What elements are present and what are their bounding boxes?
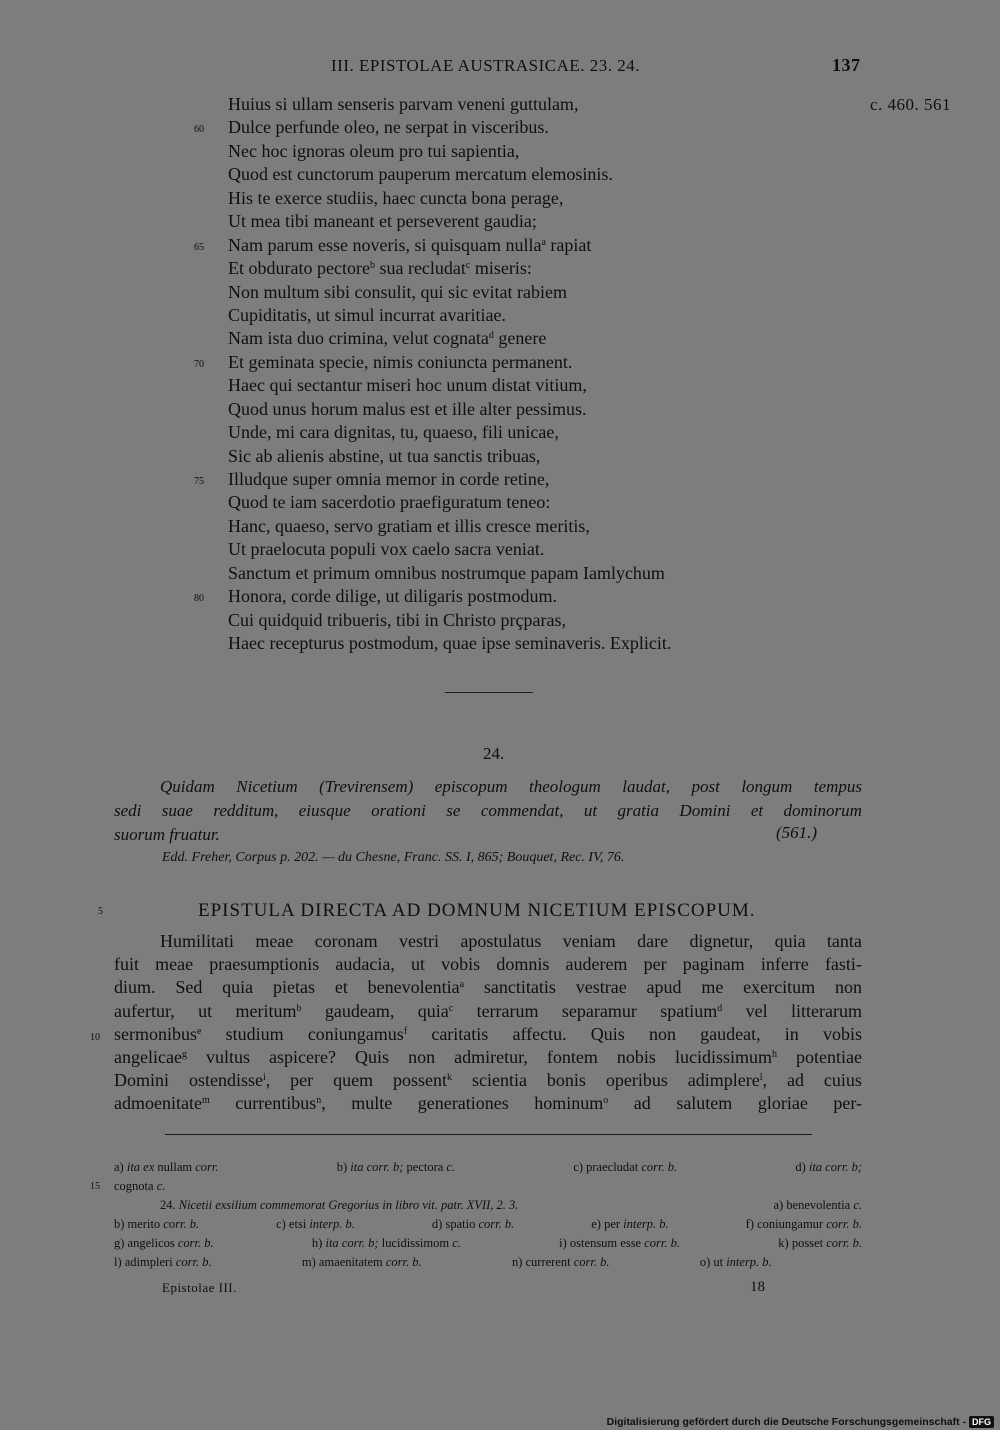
letter-number: 24. bbox=[483, 744, 505, 763]
editions-note: Edd. Freher, Corpus p. 202. — du Chesne, Franc. SS. I, 865; Bouquet, Rec. IV, 76. bbox=[162, 850, 625, 865]
collection-label: Epistolae III. bbox=[162, 1280, 237, 1295]
poem-line-text: His te exerce studiis, haec cuncta bona perage, bbox=[228, 187, 564, 208]
poem-line-text: Sic ab alienis abstine, ut tua sanctis tribuas, bbox=[228, 445, 541, 466]
poem-line bbox=[228, 445, 671, 468]
footnote-line: g) angelicos corr. b. h) ita corr. b; lucidissimom c. i) ostensum esse corr. b. k) posset corr. b. bbox=[114, 1236, 862, 1250]
dfg-logo-icon: DFG bbox=[969, 1416, 994, 1428]
poem-line bbox=[228, 374, 671, 397]
body-line: dium. Sed quia pietas et benevolentia$^a$ sanctitatis vestrae apud me exercitum non bbox=[114, 977, 862, 998]
poem-line-text: Quod te iam sacerdotio praefiguratum teneo: bbox=[228, 492, 551, 513]
letter-summary bbox=[114, 775, 862, 847]
poem-line-text: Et geminata specie, nimis coniuncta permanent. bbox=[228, 351, 573, 372]
poem-line bbox=[228, 538, 671, 561]
poem-line bbox=[228, 609, 671, 632]
poem-line-text: Cui quidquid tribueris, tibi in Christo prçparas, bbox=[228, 609, 566, 630]
line-number: 65 bbox=[194, 241, 204, 253]
signature-mark: 18 bbox=[750, 1279, 765, 1295]
summary-line: Quidam Nicetium (Trevirensem) episcopum theologum laudat, post longum tempus bbox=[160, 777, 862, 796]
poem-line-text: Nam ista duo crimina, velut cognata$^d$ genere bbox=[228, 328, 547, 349]
title-line-number: 5 bbox=[98, 906, 103, 917]
poem-line-text: Nam parum esse noveris, si quisquam nulla$^a$ rapiat bbox=[228, 234, 592, 255]
poem-line bbox=[228, 421, 671, 444]
footnote-line: 24. Nicetii exsilium commemorat Gregorius in libro vit. patr. XVII, 2. 3. a) benevolentia c. bbox=[160, 1198, 862, 1212]
poem-line bbox=[228, 140, 671, 163]
body-line: admoenitate$^m$ currentibus$^n$, multe generationes hominum$^o$ ad salutem gloriae per- bbox=[114, 1093, 862, 1114]
poem-line bbox=[194, 351, 671, 374]
section-divider bbox=[445, 692, 533, 693]
poem-line bbox=[194, 468, 671, 491]
epistle-title: EPISTULA DIRECTA AD DOMNUM NICETIUM EPISCOPUM. bbox=[198, 900, 756, 921]
footnote-line: 15 cognota c. bbox=[114, 1177, 862, 1196]
poem-line bbox=[194, 585, 671, 608]
body-line: 10 sermonibus$^e$ studium coniungamus$^f$ caritatis affectu. Quis non gaudeat, in vobis bbox=[114, 1023, 862, 1046]
poem-line-text: Cupiditatis, ut simul incurrat avaritiae. bbox=[228, 304, 506, 325]
poem-line-text: Nec hoc ignoras oleum pro tui sapientia, bbox=[228, 140, 520, 161]
poem-line-text: Non multum sibi consulit, qui sic evitat rabiem bbox=[228, 281, 567, 302]
footnote-line: l) adimpleri corr. b. m) amaenitatem corr. b. n) currerent corr. b. o) ut interp. b. bbox=[114, 1255, 772, 1269]
poem-line bbox=[228, 163, 671, 186]
poem-line-text: Ut praelocuta populi vox caelo sacra veniat. bbox=[228, 539, 545, 560]
footnote-line: a) ita ex nullam corr. b) ita corr. b; pectora c. c) praecludat corr. b. d) ita corr. b; bbox=[114, 1160, 862, 1174]
summary-line: suorum fruatur. bbox=[114, 825, 220, 844]
digitization-credit bbox=[607, 1416, 994, 1428]
poem-line-text: Haec qui sectantur miseri hoc unum distat vitium, bbox=[228, 375, 587, 396]
poem-line bbox=[228, 327, 671, 350]
summary-date: (561.) bbox=[776, 823, 818, 842]
body-line: Domini ostendisse$^i$, per quem possent$^k$ scientia bonis operibus adimplere$^l$, ad cuius bbox=[114, 1070, 862, 1091]
poem-line bbox=[228, 281, 671, 304]
poem-line bbox=[228, 210, 671, 233]
poem-line-text: Haec recepturus postmodum, quae ipse seminaveris. Explicit. bbox=[228, 633, 672, 654]
poem-line-text: Sanctum et primum omnibus nostrumque papam Iamlychum bbox=[228, 562, 665, 583]
body-line: aufertur, ut meritum$^b$ gaudeam, quia$^c$ terrarum separamur spatium$^d$ vel litterarum bbox=[114, 1000, 862, 1021]
line-number: 60 bbox=[194, 124, 204, 136]
poem-line-text: Quod est cunctorum pauperum mercatum elemosinis. bbox=[228, 164, 613, 185]
poem-line bbox=[228, 491, 671, 514]
poem-line-text: Honora, corde dilige, ut diligaris postmodum. bbox=[228, 586, 557, 607]
margin-reference: c. 460. 561 bbox=[870, 95, 952, 114]
poem-line bbox=[228, 187, 671, 210]
footnotes bbox=[90, 1158, 862, 1272]
poem-line-text: Illudque super omnia memor in corde retine, bbox=[228, 469, 550, 489]
running-title: III. EPISTOLAE AUSTRASICAE. 23. 24. bbox=[331, 56, 641, 75]
line-number: 75 bbox=[194, 476, 204, 487]
line-number: 70 bbox=[194, 358, 204, 370]
body-line: angelicae$^g$ vultus aspicere? Quis non admiretur, fontem nobis lucidissimum$^h$ potentiae bbox=[114, 1047, 862, 1068]
line-number: 15 bbox=[90, 1181, 100, 1192]
line-number: 80 bbox=[194, 593, 204, 605]
poem-line-text: Hanc, quaeso, servo gratiam et illis cresce meritis, bbox=[228, 515, 590, 536]
footnote-line: b) merito corr. b. c) etsi interp. b. d) spatio corr. b. e) per interp. b. f) coniungamur corr. b. bbox=[114, 1217, 862, 1231]
poem-line bbox=[228, 398, 671, 421]
poem-line bbox=[194, 116, 671, 139]
poem-line-text: Et obdurato pectore$^b$ sua recludat$^c$ miseris: bbox=[228, 258, 532, 279]
body-line: fuit meae praesumptionis audacia, ut vobis domnis auderem per paginam inferre fasti- bbox=[114, 954, 862, 975]
footnote-rule bbox=[165, 1134, 812, 1135]
poem-line bbox=[228, 515, 671, 538]
poem-line bbox=[228, 632, 671, 655]
poem-line-text: Ut mea tibi maneant et perseverent gaudia; bbox=[228, 211, 537, 232]
poem-line bbox=[228, 257, 671, 280]
page-number: 137 bbox=[832, 55, 861, 75]
line-number: 10 bbox=[90, 1031, 100, 1043]
poem-line-text: Quod unus horum malus est et ille alter pessimus. bbox=[228, 398, 587, 419]
credit-text: Digitalisierung gefördert durch die Deutsche Forschungsgemeinschaft - bbox=[606, 1416, 966, 1428]
poem-block bbox=[194, 93, 672, 656]
epistle-body bbox=[90, 930, 862, 1116]
poem-line-text: Unde, mi cara dignitas, tu, quaeso, fili unicae, bbox=[228, 422, 559, 443]
poem-line bbox=[228, 304, 671, 327]
body-line: Humilitati meae coronam vestri apostulatus veniam dare dignetur, quia tanta bbox=[160, 931, 862, 951]
poem-line-text: Dulce perfunde oleo, ne serpat in visceribus. bbox=[228, 117, 549, 138]
summary-line: sedi suae redditum, eiusque orationi se commendat, ut gratia Domini et dominorum bbox=[114, 801, 862, 820]
poem-line-text: Huius si ullam senseris parvam veneni guttulam, bbox=[228, 94, 579, 114]
poem-line bbox=[228, 562, 671, 585]
poem-line bbox=[194, 234, 671, 257]
poem-line bbox=[228, 93, 671, 116]
